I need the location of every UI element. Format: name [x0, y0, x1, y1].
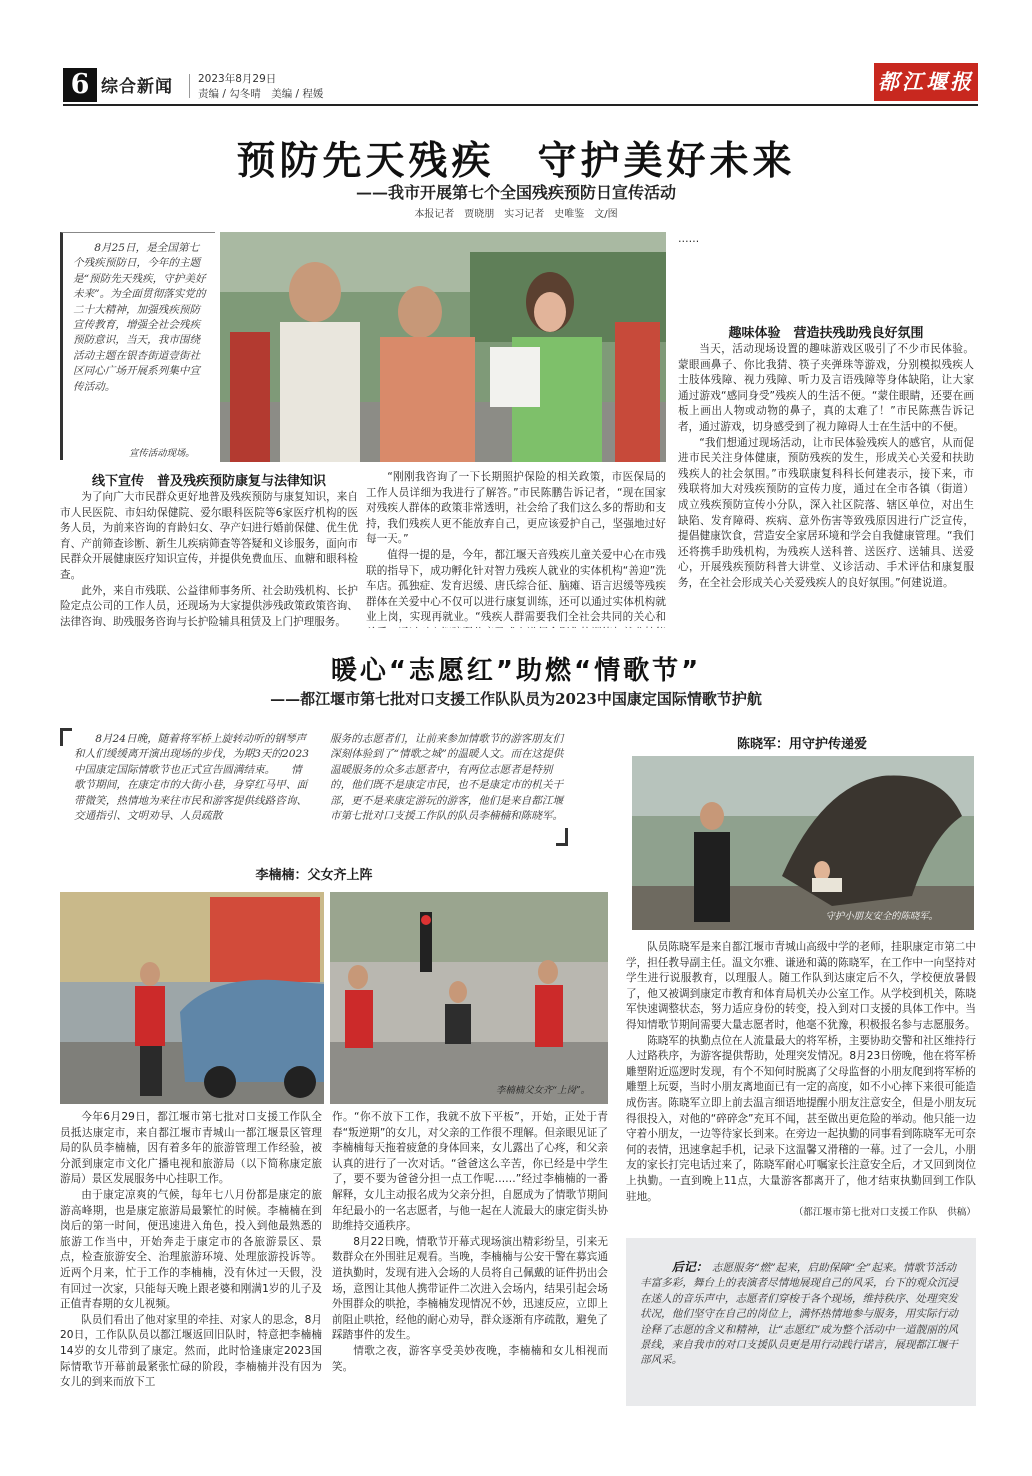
page-number: 6	[63, 68, 97, 102]
article2-subtitle: ——都江堰市第七批对口支援工作队队员为2023中国康定国际情歌节护航	[270, 690, 762, 708]
afterword-text: 志愿服务“燃”起来，启助保障“全”起来。情歌节活动丰富多彩，舞台上的表演者尽情地展现自己的风采，台下的观众沉浸在迷人的音乐声中，志愿者们穿梭于各个现场，维持秩序、处理突发状况，他们坚守在自己的岗位上，满怀热情地参与服务，用实际行动诠释了志愿的含义和精神，让“志愿红”成为整个活动中一道靓丽的风景线，来自我市的对口支援队员更是用行动践行诺言，展现都江堰干部风采。	[640, 1262, 959, 1367]
paragraph: 队员们看出了他对家里的牵挂、对家人的思念，8月20日，工作队队员以都江堰返回旧队时，特意把李楠楠14岁的女儿带到了康定。然而，此时恰逢康定2023国际情歌节开幕前最紧张忙碌的阶段，李楠楠并没有因为女儿的到来而放下工	[60, 1313, 322, 1389]
li-father-daughter-photo	[330, 892, 608, 1104]
article1-event-photo	[220, 232, 666, 462]
article1-photo-caption: 宣传活动现场。	[129, 448, 195, 459]
article1-byline: 本报记者 贾晓朋 实习记者 史唯鉴 文/图	[414, 209, 618, 220]
paragraph: 值得一提的是，今年，都江堰天音残疾儿童关爱中心在市残联的指导下，成功孵化针对智力残疾人就业的实体机构“善迎”洗车店。孤独症、发育迟缓、唐氏综合征、脑瘫、语言迟缓等残疾群体在关爱中心不仅可以进行康复训练，还可以通过实体机构就业上岗，实现再就业。“残疾人群需要我们全社会共同的关心和	[366, 548, 666, 624]
paragraph: ……	[678, 233, 700, 245]
article1-column3-top	[678, 232, 974, 310]
paragraph: 情歌之夜，游客享受美妙夜晚，李楠楠和女儿相视而笑。	[332, 1344, 608, 1373]
article1-section2-heading: 趣味体验 营造扶残助残良好氛围	[728, 326, 924, 341]
chen-xiaojun-heading: 陈晓军：用守护传递爱	[736, 737, 867, 752]
photo-credit: （都江堰市第七批对口支援工作队 供稿）	[793, 1207, 976, 1219]
newspaper-masthead-logo: 都江堰报	[874, 63, 978, 101]
afterword	[640, 1260, 962, 1398]
editors: 责编 / 勾冬晴 美编 / 程媛	[198, 88, 324, 100]
article1-lead	[73, 241, 207, 426]
afterword-box	[626, 1238, 976, 1406]
paragraph: 当天，活动现场设置的趣味游戏区吸引了不少市民体验。蒙眼画鼻子、你比我猜、筷子夹弹珠等游戏，分别模拟残疾人士肢体残障、视力残障、听力及言语残障等身体缺陷，让大家通过游戏“感同身受”残疾人的生活不便。“蒙住眼睛，还要在画板上画出人物或动物的鼻子，真的太难了！”市民陈燕告诉记者，通过游戏，切身感受到了视力障碍人士在生活中的不便。	[678, 343, 974, 433]
paragraph: “刚刚我咨询了一下长期照护保险的相关政策，市医保局的工作人员详细为我进行了解答。”市民陈鹏告诉记者，“现在国家对残疾人群体的政策非常透明，社会给了我们这么多的帮助和支持，我们残疾人更不能放弃自己，更应该爱护自己，坚强地过好每一天。”	[366, 471, 666, 546]
lead-frame-corner-left	[60, 728, 72, 746]
article2-title: 暖心“志愿红”助燃“情歌节”	[330, 656, 702, 686]
article1-lead-box	[60, 232, 215, 460]
article2-lead-column2	[330, 732, 566, 840]
section-name: 综合新闻	[101, 77, 173, 97]
article1-column3	[678, 342, 974, 628]
paragraph: 8月24日晚，随着将军桥上旋转动听的钢琴声和人们缓缓离开演出现场的步伐，为期3天的2023中国康定国际情歌节也正式宣告圆满结束。 情歌节期间，在康定市的大街小巷，身穿红马甲、面带微笑，热情地为来往市民和游客提供线路咨询、交通指引、文明劝导、人员疏散	[74, 733, 309, 823]
paragraph: “我们想通过现场活动，让市民体验残疾人的感官，从而促进市民关注身体健康，预防残疾的发生，形成关心关爱和扶助残疾人的社会氛围。”市残联康复科科长何建表示，接下来，市残联将加大对残疾预防的宣传力度，通过在全市各镇（街道）成立残疾预防宣传小分队，深入社区院落、辖区单位，对出生缺陷、发育障碍、疾病、意外伤害等致残原因进行广泛宣传，提倡健康饮食，营造安全家居环境和学会自我健康管理。“我们还将携手助残机构，为残疾人送科普、送医疗、送辅具、送爱心，开展残疾预防科普大讲堂、义诊活动、手术评估和康复服务，在全社会形成关心关爱残疾人的良好氛围。”何建说道。	[678, 436, 974, 589]
article2-column3	[626, 940, 976, 1230]
article1-lead-paragraph: 8月25日，是全国第七个残疾预防日，今年的主题是“预防先天残疾，守护美好未来”。为全面贯彻落实党的二十大精神，加强残疾预防宣传教育，增强全社会残疾预防意识，当天，我市围绕活动主题在银杏街道壹街社区同心广场开展系列集中宣传活动。	[73, 242, 206, 393]
paragraph: 8月22日晚，情歌节开幕式现场演出精彩纷呈，引来无数群众在外围驻足观看。当晚，李楠楠与公安干警在募宾通道执勤时，发现有进入会场的人员将自己佩戴的证件扔出会场，意图让其他人携带证件二次进入会场内，结果引起会场外围群众的哄抢，李楠楠发现情况不妙，迅速反应，立即上前阻止哄抢，经他的耐心劝导，群众逐渐有序疏散，避免了踩踏事件的发生。	[332, 1235, 608, 1342]
chen-photo-caption: 守护小朋友安全的陈晓军。	[825, 911, 938, 922]
article1-subtitle: ——我市开展第七个全国残疾预防日宣传活动	[355, 183, 676, 202]
afterword-paragraph	[640, 1260, 962, 1369]
li-nannan-heading: 李楠楠：父女齐上阵	[255, 868, 373, 883]
paragraph: 为了向广大市民群众更好地普及残疾预防与康复知识，来自市人民医院、市妇幼保健院、爱尔眼科医院等6家医疗机构的医务人员，为前来咨询的育龄妇女、孕产妇进行婚前保健、优生优育、产前筛查诊断、新生儿疾病筛查等答疑和义诊服务，面向市民群众开展健康医疗知识宣传，并提供免费血压、血糖和眼科检查。	[60, 491, 358, 581]
article1-title: 预防先天残疾 守护美好未来	[236, 139, 796, 184]
article1-column1	[60, 490, 358, 628]
paragraph: 由于康定凉爽的气候，每年七八月份都是康定的旅游高峰期，也是康定旅游局最繁忙的时候。李楠楠在到岗后的第一时间，便迅速进入角色，投入到他最熟悉的旅游工作当中，开始奔走于康定市的各旅游景区、景点，检查旅游安全、治理旅游环境、处理旅游投诉等。近两个月来，忙于工作的李楠楠，没有休过一天假，没有回过一次家，只能每天晚上跟老婆和刚满1岁的儿子及正值青春期的女儿视频。	[60, 1188, 322, 1311]
header-rule	[63, 104, 978, 106]
article1-column2	[366, 470, 666, 628]
paragraph: 此外，来自市残联、公益律师事务所、社会助残机构、长护险定点公司的工作人员，还现场为大家提供涉残政策政策咨询、法律咨询、助残服务咨询与长护险辅具租赁及上门护理服务。	[60, 584, 358, 628]
article1-section1-heading: 线下宣传 普及残疾预防康复与法律知识	[91, 474, 326, 489]
chen-bridge-photo	[632, 756, 974, 930]
li-street-photo	[60, 892, 324, 1104]
article2-lead-column1	[74, 732, 310, 840]
afterword-label: 后记：	[671, 1260, 708, 1274]
paragraph: 今年6月29日，都江堰市第七批对口支援工作队全员抵达康定市，来自都江堰市青城山一都江堰景区管理局的队员李楠楠，因有着多年的旅游管理工作经验，被分派到康定市文化广播电视和旅游局（以下简称康定旅游局）景区发展服务中心挂职工作。	[60, 1111, 322, 1186]
paragraph: 陈晓军的执勤点位在人流量最大的将军桥，主要协助交警和社区维持行人过路秩序，为游客提供帮助，处理突发情况。8月23日傍晚，他在将军桥雕塑附近巡逻时发现，有个不知何时脱离了父母监督的小朋友爬到将军桥的雕塑上玩耍，当时小朋友离地面已有一定的高度，如不小心摔下来很可能造成伤害。陈晓军立即上前去温言细语地提醒小朋友注意安全，但是小朋友玩得很投入，对他的“碎碎念”充耳不闻，甚至做出更危险的举动。他只能一边守着小朋友，一边等待家长到来。在旁边一起执勤的同事看到陈晓军无可奈何的表情，迅速拿起手机，记录下这温馨又滑稽的一幕。过了一会儿，小朋友的家长打完电话过来了，陈晓军耐心叮嘱家长注意安全后，才又回到岗位上执勤。一直到晚上11点，大量游客都离开了，他才结束执勤回到工作队驻地。	[626, 1034, 976, 1203]
paragraph: 队员陈晓军是来自都江堰市青城山高级中学的老师，挂职康定市第二中学，担任教导副主任。温文尔雅、谦逊和蔼的陈晓军，在工作中一向坚持对学生进行说服教育，以理服人。随工作队到达康定后不久，学校便放暑假了，他又被调到康定市教育和体育局机关办公室工作。从学校到机关，陈晓军快速调整状态，努力适应身份的转变，投入到对口支援的具体工作中。当得知情歌节期间需要大量志愿者时，他毫不犹豫，积极报名参与志愿服务。	[626, 941, 976, 1031]
article2-column1	[60, 1110, 322, 1428]
li-photo-caption: 李楠楠父女齐“上岗”。	[496, 1085, 590, 1096]
paragraph: 作。“你不放下工作，我就不放下平板”，开始，正处于青春“叛逆期”的女儿，对父亲的工作很不理解。但亲眼见证了李楠楠每天拖着疲惫的身体回来，女儿露出了心疼，和父亲认真的进行了一次对话。“爸爸这么辛苦，你已经是中学生了，要不要为爸爸分担一点工作呢……”经过李楠楠的一番解释，女儿主动报名成为父亲分担，自愿成为了情歌节期间年纪最小的一名志愿者，与他一起在人流最大的康定街头协助维持交通秩序。	[332, 1111, 608, 1233]
issue-date: 2023年8月29日	[198, 73, 277, 85]
header-divider	[189, 74, 190, 98]
article2-column2	[332, 1110, 608, 1428]
paragraph: 服务的志愿者们，让前来参加情歌节的游客朋友们深刻体验到了“情歌之城”的温暖人文。而在这提供温暖服务的众多志愿者中，有两位志愿者是特别的，他们既不是康定市民，也不是康定市的机关干部，更不是来康定游玩的游客，他们是来自都江堰市第七批对口支援工作队的队员李楠楠和陈晓军。	[330, 733, 564, 823]
